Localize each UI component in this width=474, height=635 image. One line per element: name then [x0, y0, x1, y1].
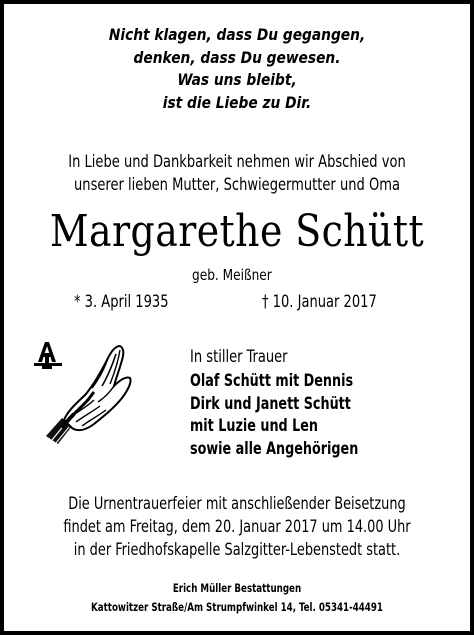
- poem-line: denken, dass Du gewesen.: [133, 47, 341, 67]
- memorial-poem: [37, 24, 438, 114]
- death-date: † 10. Januar 2017: [262, 292, 377, 311]
- poem-line: ist die Liebe zu Dir.: [162, 92, 312, 112]
- undertaker-name: Erich Müller Bestattungen: [172, 581, 302, 595]
- mourner-item: Dirk und Janett Schütt: [190, 393, 351, 413]
- mourner-item: sowie alle Angehörigen: [190, 438, 359, 458]
- funeral-details: [34, 492, 439, 561]
- undertaker-info: [41, 579, 432, 617]
- farewell-intro: [32, 150, 442, 196]
- intro-line: In Liebe und Dankbarkeit nehmen wir Abschied von: [68, 152, 406, 171]
- monogram-icon: [34, 342, 62, 369]
- praying-hands-icon: [32, 336, 144, 446]
- deceased-name: Margarethe Schütt: [49, 206, 425, 257]
- mourner-item: mit Luzie und Len: [190, 416, 319, 435]
- mourner-list: [190, 370, 358, 460]
- birth-date: * 3. April 1935: [74, 292, 169, 311]
- poem-line: Nicht klagen, dass Du gegangen,: [108, 25, 366, 44]
- mourning-heading: In stiller Trauer: [190, 347, 288, 366]
- undertaker-address: Kattowitzer Straße/Am Strumpfwinkel 14, Tel. 05341-44491: [91, 600, 383, 614]
- funeral-line: findet am Freitag, dem 20. Januar 2017 um 14.00 Uhr: [63, 517, 411, 536]
- poem-line: Was uns bleibt,: [177, 70, 297, 89]
- obituary-notice: [4, 4, 470, 631]
- maiden-name: geb. Meißner: [192, 266, 272, 284]
- mourner-item: Olaf Schütt mit Dennis: [190, 371, 354, 390]
- intro-line: unserer lieben Mutter, Schwiegermutter und Oma: [74, 175, 400, 194]
- funeral-line: Die Urnentrauerfeier mit anschließender Beisetzung: [68, 494, 406, 513]
- funeral-line: in der Friedhofskapelle Salzgitter-Lebenstedt statt.: [73, 540, 401, 559]
